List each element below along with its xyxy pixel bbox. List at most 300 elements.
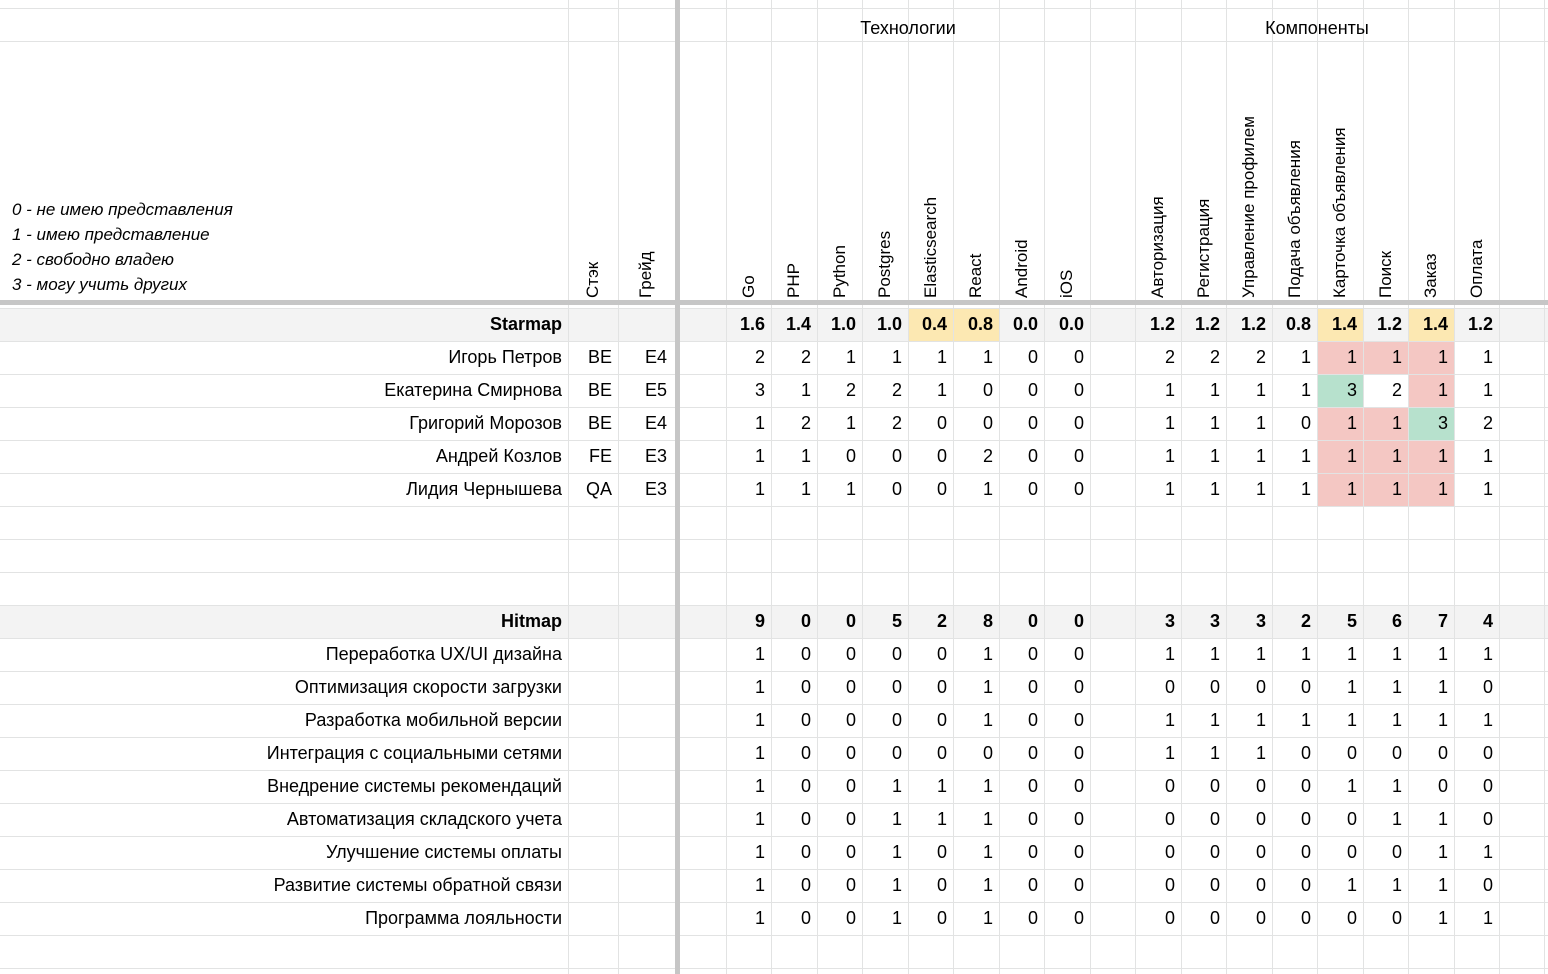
column-header-component[interactable]: Управление профилем [1239,116,1258,298]
tech-value-cell[interactable]: 1 [982,644,993,664]
component-value-cell[interactable]: 1.2 [1194,314,1220,334]
component-value-cell[interactable]: 0 [1391,743,1402,763]
tech-value-cell[interactable]: 5 [891,611,902,631]
tech-value-cell[interactable]: 0 [800,875,811,895]
component-value-cell[interactable]: 1 [1164,644,1175,664]
component-value-cell[interactable]: 4 [1482,611,1493,631]
column-header-tech[interactable]: PHP [784,263,803,298]
person-label[interactable]: Григорий Морозов [409,413,562,433]
component-value-cell[interactable]: 0 [1255,842,1266,862]
component-value-cell[interactable]: 0 [1482,743,1493,763]
component-value-cell[interactable]: 1 [1164,446,1175,466]
project-label[interactable]: Автоматизация складского учета [286,809,562,829]
tech-value-cell[interactable]: 1 [891,875,902,895]
component-value-cell[interactable]: 1 [1346,677,1357,697]
tech-value-cell[interactable]: 1 [891,776,902,796]
component-value-cell[interactable]: 1 [1300,479,1311,499]
component-value-cell[interactable]: 1 [1391,809,1402,829]
tech-value-cell[interactable]: 0 [800,644,811,664]
component-value-cell[interactable]: 0 [1482,875,1493,895]
tech-value-cell[interactable]: 0 [936,908,947,928]
component-value-cell[interactable]: 1 [1300,644,1311,664]
component-value-cell[interactable]: 3 [1209,611,1220,631]
tech-value-cell[interactable]: 1 [845,347,856,367]
tech-value-cell[interactable]: 1 [800,479,811,499]
stack-cell[interactable]: QA [585,479,612,499]
component-value-cell[interactable]: 0 [1346,743,1357,763]
tech-value-cell[interactable]: 0 [800,842,811,862]
component-value-cell[interactable]: 1 [1346,644,1357,664]
component-value-cell[interactable]: 3 [1164,611,1175,631]
component-value-cell[interactable]: 1 [1482,479,1493,499]
component-value-cell[interactable]: 1 [1482,710,1493,730]
tech-value-cell[interactable]: 1 [800,446,811,466]
component-value-cell[interactable]: 1 [1346,446,1357,466]
component-value-cell[interactable]: 1 [1437,446,1448,466]
component-value-cell[interactable]: 0 [1300,875,1311,895]
person-label[interactable]: Игорь Петров [448,347,562,367]
stack-cell[interactable]: BE [587,413,612,433]
component-value-cell[interactable]: 1 [1482,347,1493,367]
tech-value-cell[interactable]: 0 [1073,644,1084,664]
component-value-cell[interactable]: 1 [1255,479,1266,499]
tech-value-cell[interactable]: 0 [845,710,856,730]
tech-value-cell[interactable]: 1 [754,677,765,697]
component-value-cell[interactable]: 1 [1391,347,1402,367]
tech-value-cell[interactable]: 0 [936,644,947,664]
component-value-cell[interactable]: 1.2 [1467,314,1493,334]
component-value-cell[interactable]: 0 [1164,875,1175,895]
tech-value-cell[interactable]: 0.0 [1058,314,1084,334]
tech-value-cell[interactable]: 0 [982,413,993,433]
component-value-cell[interactable]: 1 [1209,710,1220,730]
tech-value-cell[interactable]: 1 [754,644,765,664]
tech-value-cell[interactable]: 0 [936,743,947,763]
stack-cell[interactable]: FE [588,446,612,466]
tech-value-cell[interactable]: 0 [845,809,856,829]
tech-value-cell[interactable]: 0 [1027,347,1038,367]
tech-value-cell[interactable]: 0 [936,875,947,895]
component-value-cell[interactable]: 1.2 [1240,314,1266,334]
tech-value-cell[interactable]: 0.4 [921,314,947,334]
component-value-cell[interactable]: 1 [1437,677,1448,697]
component-value-cell[interactable]: 1 [1164,413,1175,433]
tech-value-cell[interactable]: 0 [1027,413,1038,433]
tech-value-cell[interactable]: 1 [754,743,765,763]
component-value-cell[interactable]: 2 [1209,347,1220,367]
tech-value-cell[interactable]: 0 [1073,743,1084,763]
component-value-cell[interactable]: 1 [1391,677,1402,697]
grade-cell[interactable]: E4 [644,347,667,367]
column-header-component[interactable]: Авторизация [1148,196,1167,298]
component-value-cell[interactable]: 0 [1300,908,1311,928]
tech-value-cell[interactable]: 1.6 [739,314,765,334]
tech-value-cell[interactable]: 0 [936,677,947,697]
component-value-cell[interactable]: 2 [1391,380,1402,400]
component-value-cell[interactable]: 0 [1437,776,1448,796]
component-value-cell[interactable]: 3 [1346,380,1357,400]
component-value-cell[interactable]: 1 [1209,479,1220,499]
component-value-cell[interactable]: 0 [1164,776,1175,796]
tech-value-cell[interactable]: 1 [891,809,902,829]
grade-cell[interactable]: E3 [644,446,667,466]
component-value-cell[interactable]: 0 [1300,809,1311,829]
person-label[interactable]: Екатерина Смирнова [384,380,562,400]
tech-value-cell[interactable]: 0 [845,743,856,763]
tech-value-cell[interactable]: 1 [754,875,765,895]
tech-value-cell[interactable]: 1 [891,347,902,367]
component-value-cell[interactable]: 0 [1300,677,1311,697]
component-value-cell[interactable]: 1 [1164,380,1175,400]
tech-value-cell[interactable]: 0 [800,710,811,730]
component-value-cell[interactable]: 0 [1209,776,1220,796]
tech-value-cell[interactable]: 9 [754,611,765,631]
tech-value-cell[interactable]: 1 [754,710,765,730]
component-value-cell[interactable]: 7 [1437,611,1448,631]
component-value-cell[interactable]: 1 [1391,710,1402,730]
tech-value-cell[interactable]: 0 [1027,380,1038,400]
tech-value-cell[interactable]: 1 [936,809,947,829]
component-value-cell[interactable]: 0 [1482,809,1493,829]
tech-value-cell[interactable]: 1 [845,479,856,499]
component-value-cell[interactable]: 0 [1255,809,1266,829]
component-value-cell[interactable]: 0 [1300,776,1311,796]
component-value-cell[interactable]: 1 [1346,776,1357,796]
project-label[interactable]: Оптимизация скорости загрузки [294,677,562,697]
component-value-cell[interactable]: 1 [1391,776,1402,796]
tech-value-cell[interactable]: 8 [982,611,993,631]
tech-value-cell[interactable]: 0 [845,908,856,928]
tech-value-cell[interactable]: 0 [982,743,993,763]
tech-value-cell[interactable]: 1 [982,347,993,367]
tech-value-cell[interactable]: 1 [800,380,811,400]
tech-value-cell[interactable]: 0 [1073,809,1084,829]
component-value-cell[interactable]: 1 [1437,908,1448,928]
tech-value-cell[interactable]: 0 [891,479,902,499]
component-value-cell[interactable]: 0 [1209,842,1220,862]
tech-value-cell[interactable]: 0 [1027,776,1038,796]
component-value-cell[interactable]: 0 [1346,908,1357,928]
project-label[interactable]: Интеграция с социальными сетями [266,743,562,763]
tech-value-cell[interactable]: 0 [1073,875,1084,895]
component-value-cell[interactable]: 2 [1164,347,1175,367]
group-header-technologies[interactable]: Технологии [860,17,956,38]
stack-cell[interactable]: BE [587,347,612,367]
tech-value-cell[interactable]: 0 [800,776,811,796]
tech-value-cell[interactable]: 0 [800,611,811,631]
component-value-cell[interactable]: 1 [1346,875,1357,895]
component-value-cell[interactable]: 1.4 [1422,314,1448,334]
component-value-cell[interactable]: 0 [1209,677,1220,697]
component-value-cell[interactable]: 1 [1482,644,1493,664]
component-value-cell[interactable]: 1 [1164,710,1175,730]
component-value-cell[interactable]: 0 [1164,842,1175,862]
column-header-component[interactable]: Заказ [1421,253,1440,298]
component-value-cell[interactable]: 1 [1346,413,1357,433]
component-value-cell[interactable]: 1 [1209,413,1220,433]
tech-value-cell[interactable]: 1 [754,446,765,466]
tech-value-cell[interactable]: 0 [845,611,856,631]
tech-value-cell[interactable]: 1 [982,710,993,730]
component-value-cell[interactable]: 1 [1209,644,1220,664]
column-header-tech[interactable]: iOS [1057,269,1076,298]
component-value-cell[interactable]: 1 [1391,479,1402,499]
tech-value-cell[interactable]: 0 [1027,644,1038,664]
component-value-cell[interactable]: 1 [1437,347,1448,367]
tech-value-cell[interactable]: 0 [1027,842,1038,862]
grade-cell[interactable]: E5 [644,380,667,400]
component-value-cell[interactable]: 0 [1209,809,1220,829]
component-value-cell[interactable]: 0 [1300,743,1311,763]
tech-value-cell[interactable]: 0 [1073,413,1084,433]
component-value-cell[interactable]: 0 [1391,842,1402,862]
component-value-cell[interactable]: 1 [1346,479,1357,499]
component-value-cell[interactable]: 1.4 [1331,314,1357,334]
component-value-cell[interactable]: 2 [1300,611,1311,631]
column-header-component[interactable]: Карточка объявления [1330,127,1349,298]
tech-value-cell[interactable]: 0 [1073,380,1084,400]
tech-value-cell[interactable]: 0 [1073,908,1084,928]
component-value-cell[interactable]: 1.2 [1149,314,1175,334]
component-value-cell[interactable]: 0 [1209,875,1220,895]
tech-value-cell[interactable]: 1 [982,677,993,697]
component-value-cell[interactable]: 1.2 [1376,314,1402,334]
tech-value-cell[interactable]: 1.0 [830,314,856,334]
component-value-cell[interactable]: 6 [1391,611,1402,631]
component-value-cell[interactable]: 0 [1164,677,1175,697]
tech-value-cell[interactable]: 0 [1073,479,1084,499]
tech-value-cell[interactable]: 0 [936,413,947,433]
tech-value-cell[interactable]: 0 [936,479,947,499]
tech-value-cell[interactable]: 2 [936,611,947,631]
component-value-cell[interactable]: 0 [1255,677,1266,697]
tech-value-cell[interactable]: 0 [845,644,856,664]
person-label[interactable]: Лидия Чернышева [406,479,562,499]
tech-value-cell[interactable]: 1 [982,875,993,895]
person-label[interactable]: Андрей Козлов [435,446,562,466]
tech-value-cell[interactable]: 1 [754,908,765,928]
component-value-cell[interactable]: 1 [1300,380,1311,400]
column-header-tech[interactable]: Android [1011,239,1031,298]
component-value-cell[interactable]: 0 [1437,743,1448,763]
tech-value-cell[interactable]: 1 [754,479,765,499]
component-value-cell[interactable]: 1 [1209,380,1220,400]
component-value-cell[interactable]: 1 [1437,875,1448,895]
starmap-title-label[interactable]: Starmap [489,314,562,334]
tech-value-cell[interactable]: 1 [936,776,947,796]
project-label[interactable]: Переработка UX/UI дизайна [325,644,562,664]
tech-value-cell[interactable]: 3 [754,380,765,400]
component-value-cell[interactable]: 1 [1437,842,1448,862]
column-header-component[interactable]: Регистрация [1193,198,1213,298]
component-value-cell[interactable]: 1 [1391,875,1402,895]
component-value-cell[interactable]: 0 [1209,908,1220,928]
tech-value-cell[interactable]: 0 [845,875,856,895]
component-value-cell[interactable]: 1 [1346,347,1357,367]
tech-value-cell[interactable]: 0 [800,908,811,928]
tech-value-cell[interactable]: 0 [1027,611,1038,631]
component-value-cell[interactable]: 1 [1255,413,1266,433]
component-value-cell[interactable]: 3 [1437,413,1448,433]
component-value-cell[interactable]: 1 [1164,743,1175,763]
tech-value-cell[interactable]: 1 [982,842,993,862]
tech-value-cell[interactable]: 0 [936,446,947,466]
tech-value-cell[interactable]: 0 [1027,743,1038,763]
component-value-cell[interactable]: 1 [1482,446,1493,466]
tech-value-cell[interactable]: 1 [936,380,947,400]
tech-value-cell[interactable]: 0 [1027,908,1038,928]
tech-value-cell[interactable]: 1 [754,413,765,433]
tech-value-cell[interactable]: 0 [1073,446,1084,466]
tech-value-cell[interactable]: 0 [891,677,902,697]
tech-value-cell[interactable]: 2 [982,446,993,466]
tech-value-cell[interactable]: 0 [891,644,902,664]
column-header-stack[interactable]: Стэк [583,261,602,298]
tech-value-cell[interactable]: 0 [1073,710,1084,730]
tech-value-cell[interactable]: 1 [754,776,765,796]
component-value-cell[interactable]: 0 [1255,875,1266,895]
component-value-cell[interactable]: 1 [1437,644,1448,664]
tech-value-cell[interactable]: 1 [754,809,765,829]
tech-value-cell[interactable]: 2 [800,413,811,433]
tech-value-cell[interactable]: 0 [800,809,811,829]
component-value-cell[interactable]: 1 [1482,908,1493,928]
component-value-cell[interactable]: 0 [1346,809,1357,829]
component-value-cell[interactable]: 0 [1300,842,1311,862]
component-value-cell[interactable]: 0 [1300,413,1311,433]
tech-value-cell[interactable]: 0 [891,710,902,730]
tech-value-cell[interactable]: 1 [982,479,993,499]
component-value-cell[interactable]: 1 [1209,743,1220,763]
component-value-cell[interactable]: 1 [1255,743,1266,763]
component-value-cell[interactable]: 0 [1482,677,1493,697]
tech-value-cell[interactable]: 0.8 [967,314,993,334]
component-value-cell[interactable]: 0.8 [1285,314,1311,334]
tech-value-cell[interactable]: 1 [982,776,993,796]
hitmap-title-label[interactable]: Hitmap [500,611,562,631]
tech-value-cell[interactable]: 1 [891,908,902,928]
freeze-column-divider[interactable] [675,0,680,974]
tech-value-cell[interactable]: 0 [1073,611,1084,631]
component-value-cell[interactable]: 1 [1255,446,1266,466]
component-value-cell[interactable]: 0 [1391,908,1402,928]
grade-cell[interactable]: E3 [644,479,667,499]
column-header-tech[interactable]: Postgres [875,230,894,298]
column-header-tech[interactable]: Go [738,275,758,298]
stack-cell[interactable]: BE [587,380,612,400]
tech-value-cell[interactable]: 0 [1027,446,1038,466]
component-value-cell[interactable]: 1 [1482,380,1493,400]
tech-value-cell[interactable]: 0 [1027,677,1038,697]
tech-value-cell[interactable]: 0.0 [1012,314,1038,334]
tech-value-cell[interactable]: 1.4 [785,314,811,334]
tech-value-cell[interactable]: 0 [936,842,947,862]
project-label[interactable]: Программа лояльности [365,908,562,928]
tech-value-cell[interactable]: 1 [891,842,902,862]
tech-value-cell[interactable]: 0 [1073,347,1084,367]
tech-value-cell[interactable]: 2 [891,413,902,433]
tech-value-cell[interactable]: 1.0 [876,314,902,334]
tech-value-cell[interactable]: 1 [754,842,765,862]
tech-value-cell[interactable]: 0 [1027,875,1038,895]
column-header-grade[interactable]: Грейд [635,251,655,298]
project-label[interactable]: Развитие системы обратной связи [273,875,562,895]
component-value-cell[interactable]: 0 [1255,776,1266,796]
tech-value-cell[interactable]: 0 [1027,809,1038,829]
component-value-cell[interactable]: 2 [1482,413,1493,433]
project-label[interactable]: Разработка мобильной версии [304,710,562,730]
component-value-cell[interactable]: 1 [1391,446,1402,466]
project-label[interactable]: Внедрение системы рекомендаций [267,776,562,796]
component-value-cell[interactable]: 1 [1437,809,1448,829]
component-value-cell[interactable]: 1 [1300,710,1311,730]
component-value-cell[interactable]: 0 [1164,809,1175,829]
tech-value-cell[interactable]: 0 [800,743,811,763]
tech-value-cell[interactable]: 0 [845,446,856,466]
tech-value-cell[interactable]: 0 [845,842,856,862]
group-header-components[interactable]: Компоненты [1265,17,1369,38]
component-value-cell[interactable]: 1 [1437,479,1448,499]
component-value-cell[interactable]: 2 [1255,347,1266,367]
tech-value-cell[interactable]: 2 [845,380,856,400]
tech-value-cell[interactable]: 2 [891,380,902,400]
component-value-cell[interactable]: 0 [1482,776,1493,796]
tech-value-cell[interactable]: 1 [936,347,947,367]
column-header-tech[interactable]: React [966,253,985,298]
freeze-row-divider[interactable] [0,300,1548,305]
component-value-cell[interactable]: 1 [1255,644,1266,664]
component-value-cell[interactable]: 1 [1346,710,1357,730]
tech-value-cell[interactable]: 0 [891,446,902,466]
component-value-cell[interactable]: 0 [1164,908,1175,928]
column-header-component[interactable]: Поиск [1375,250,1395,298]
tech-value-cell[interactable]: 1 [982,809,993,829]
component-value-cell[interactable]: 1 [1209,446,1220,466]
tech-value-cell[interactable]: 1 [845,413,856,433]
tech-value-cell[interactable]: 1 [982,908,993,928]
tech-value-cell[interactable]: 0 [1073,842,1084,862]
tech-value-cell[interactable]: 0 [936,710,947,730]
component-value-cell[interactable]: 1 [1300,446,1311,466]
component-value-cell[interactable]: 1 [1300,347,1311,367]
component-value-cell[interactable]: 1 [1255,380,1266,400]
tech-value-cell[interactable]: 0 [845,776,856,796]
column-header-component[interactable]: Подача объявления [1284,140,1304,298]
component-value-cell[interactable]: 1 [1255,710,1266,730]
tech-value-cell[interactable]: 0 [1073,776,1084,796]
tech-value-cell[interactable]: 0 [1027,479,1038,499]
tech-value-cell[interactable]: 0 [891,743,902,763]
project-label[interactable]: Улучшение системы оплаты [325,842,562,862]
column-header-tech[interactable]: Elasticsearch [920,196,940,298]
component-value-cell[interactable]: 1 [1391,413,1402,433]
column-header-tech[interactable]: Python [829,245,849,298]
tech-value-cell[interactable]: 0 [1073,677,1084,697]
column-header-component[interactable]: Оплата [1466,239,1486,298]
component-value-cell[interactable]: 0 [1346,842,1357,862]
component-value-cell[interactable]: 5 [1346,611,1357,631]
component-value-cell[interactable]: 3 [1255,611,1266,631]
tech-value-cell[interactable]: 0 [1027,710,1038,730]
component-value-cell[interactable]: 1 [1437,710,1448,730]
tech-value-cell[interactable]: 0 [800,677,811,697]
component-value-cell[interactable]: 1 [1482,842,1493,862]
tech-value-cell[interactable]: 0 [982,380,993,400]
component-value-cell[interactable]: 0 [1255,908,1266,928]
tech-value-cell[interactable]: 0 [845,677,856,697]
component-value-cell[interactable]: 1 [1164,479,1175,499]
component-value-cell[interactable]: 1 [1437,380,1448,400]
